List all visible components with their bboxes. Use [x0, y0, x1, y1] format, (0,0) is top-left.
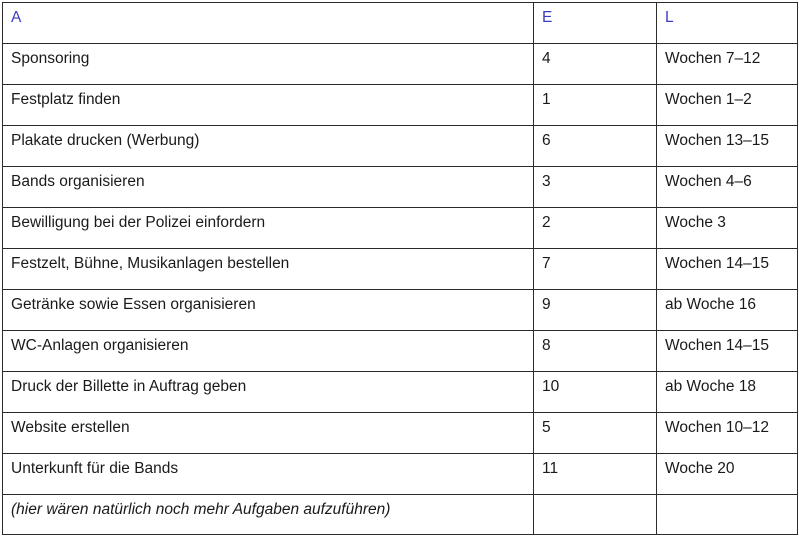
- task-cell: Website erstellen: [3, 413, 534, 454]
- table-row: [3, 85, 798, 126]
- table-row: [3, 413, 798, 454]
- table-row: [3, 454, 798, 495]
- schedule-cell: ab Woche 16: [657, 290, 798, 331]
- order-cell: 2: [534, 208, 657, 249]
- task-cell: Unterkunft für die Bands: [3, 454, 534, 495]
- task-cell: Sponsoring: [3, 44, 534, 85]
- schedule-cell: ab Woche 18: [657, 372, 798, 413]
- order-cell: 7: [534, 249, 657, 290]
- task-cell: Bands organisieren: [3, 167, 534, 208]
- note-cell: (hier wären natürlich noch mehr Aufgaben aufzuführen): [3, 495, 534, 535]
- schedule-cell: Wochen 7–12: [657, 44, 798, 85]
- header-row: [3, 3, 798, 44]
- table-row: [3, 167, 798, 208]
- order-cell: 6: [534, 126, 657, 167]
- table-row: [3, 331, 798, 372]
- table-row: [3, 372, 798, 413]
- header-cell-a: A: [3, 3, 534, 44]
- empty-order-cell: [534, 495, 657, 535]
- table-row: [3, 290, 798, 331]
- task-cell: Getränke sowie Essen organisieren: [3, 290, 534, 331]
- schedule-cell: Woche 3: [657, 208, 798, 249]
- schedule-cell: Wochen 10–12: [657, 413, 798, 454]
- order-cell: 5: [534, 413, 657, 454]
- task-cell: Bewilligung bei der Polizei einfordern: [3, 208, 534, 249]
- note-row: [3, 495, 798, 535]
- schedule-cell: Wochen 1–2: [657, 85, 798, 126]
- table-row: [3, 208, 798, 249]
- schedule-cell: Woche 20: [657, 454, 798, 495]
- schedule-cell: Wochen 14–15: [657, 331, 798, 372]
- task-cell: Druck der Billette in Auftrag geben: [3, 372, 534, 413]
- task-cell: WC-Anlagen organisieren: [3, 331, 534, 372]
- schedule-cell: Wochen 13–15: [657, 126, 798, 167]
- order-cell: 9: [534, 290, 657, 331]
- order-cell: 8: [534, 331, 657, 372]
- order-cell: 4: [534, 44, 657, 85]
- task-cell: Plakate drucken (Werbung): [3, 126, 534, 167]
- header-cell-e: E: [534, 3, 657, 44]
- task-table: [2, 2, 798, 535]
- order-cell: 10: [534, 372, 657, 413]
- table-row: [3, 249, 798, 290]
- table-row: [3, 44, 798, 85]
- empty-schedule-cell: [657, 495, 798, 535]
- order-cell: 1: [534, 85, 657, 126]
- task-cell: Festplatz finden: [3, 85, 534, 126]
- header-cell-l: L: [657, 3, 798, 44]
- order-cell: 11: [534, 454, 657, 495]
- schedule-cell: Wochen 14–15: [657, 249, 798, 290]
- task-cell: Festzelt, Bühne, Musikanlagen bestellen: [3, 249, 534, 290]
- table-row: [3, 126, 798, 167]
- schedule-cell: Wochen 4–6: [657, 167, 798, 208]
- order-cell: 3: [534, 167, 657, 208]
